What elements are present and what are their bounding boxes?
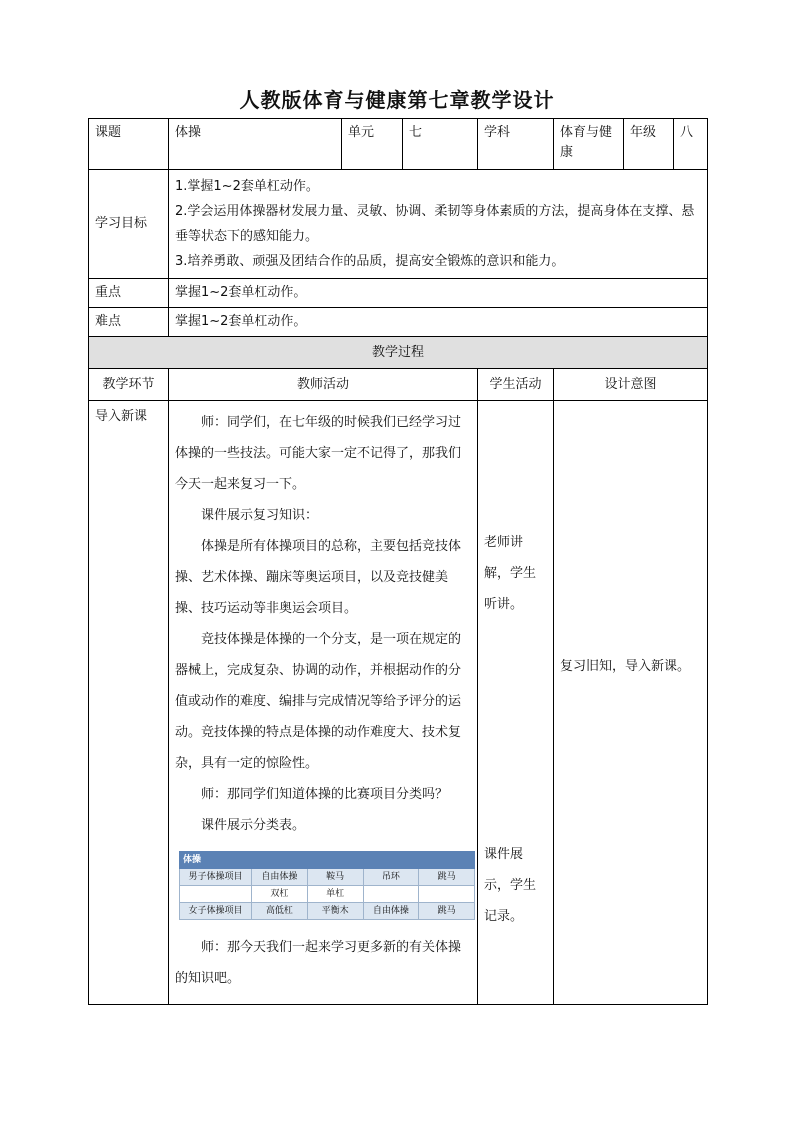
subject-value: 体育与健康 — [554, 119, 624, 170]
classification-cell: 女子体操项目 — [180, 903, 252, 920]
stage-cell — [89, 401, 169, 1005]
page-title: 人教版体育与健康第七章教学设计 — [239, 88, 555, 112]
classification-table — [179, 851, 475, 920]
teacher-activity-cell — [169, 401, 478, 1005]
goals-label: 学习目标 — [89, 170, 169, 279]
teacher-paragraph: 课件展示复习知识： — [201, 508, 319, 523]
classification-cell — [419, 886, 475, 903]
teacher-paragraph: 竞技体操是体操的一个分支，是一项在规定的器械上，完成复杂、协调的动作，并根据动作的分值或动作的难度、编排与完成情况等给予评分的运动。竞技体操的特点是体操的动作难度大、技术复杂，具有一定的惊险性。 — [175, 632, 462, 771]
classification-cell: 自由体操 — [363, 903, 419, 920]
process-header-row — [89, 337, 708, 369]
teacher-paragraph: 师：那今天我们一起来学习更多新的有关体操的知识吧。 — [175, 940, 462, 986]
col-header-stage: 教学环节 — [89, 369, 169, 401]
goal-item: 2.学会运用体操器材发展力量、灵敏、协调、柔韧等身体素质的方法，提高身体在支撑、悬垂等状态下的感知能力。 — [175, 204, 695, 244]
process-columns-row — [89, 369, 708, 401]
goal-item: 3.培养勇敢、顽强及团结合作的品质，提高安全锻炼的意识和能力。 — [175, 254, 565, 269]
unit-value: 七 — [403, 119, 478, 170]
grade-label: 年级 — [624, 119, 674, 170]
classification-cell — [180, 886, 252, 903]
classification-cell: 单杠 — [307, 886, 363, 903]
classification-cell: 平衡木 — [307, 903, 363, 920]
unit-label: 单元 — [342, 119, 403, 170]
classification-cell: 跳马 — [419, 903, 475, 920]
classification-cell: 吊环 — [363, 869, 419, 886]
subject-label: 学科 — [478, 119, 554, 170]
col-header-teacher: 教师活动 — [169, 369, 478, 401]
difficulty-row — [89, 308, 708, 337]
student-activity-cell — [478, 401, 554, 1005]
process-header: 教学过程 — [89, 337, 708, 369]
goals-row — [89, 170, 708, 279]
classification-cell — [363, 886, 419, 903]
classification-cell: 男子体操项目 — [180, 869, 252, 886]
classification-cell: 自由体操 — [252, 869, 308, 886]
design-intent-cell — [554, 401, 708, 1005]
stage-label: 导入新课 — [95, 409, 148, 424]
key-point-label: 重点 — [89, 279, 169, 308]
teacher-paragraph: 课件展示分类表。 — [201, 818, 306, 833]
classification-row — [180, 903, 475, 920]
classification-cell: 跳马 — [419, 869, 475, 886]
teacher-paragraph: 师：同学们，在七年级的时候我们已经学习过体操的一些技法。可能大家一定不记得了，那我们今天一起来复习一下。 — [175, 415, 462, 492]
classification-title: 体操 — [180, 852, 475, 869]
goal-item: 1.掌握1~2套单杠动作。 — [175, 179, 319, 194]
teacher-paragraph: 体操是所有体操项目的总称，主要包括竞技体操、艺术体操、蹦床等奥运项目，以及竞技健美操、技巧运动等非奥运会项目。 — [175, 539, 462, 616]
design-intent: 复习旧知，导入新课。 — [560, 659, 691, 674]
course-value: 体操 — [169, 119, 342, 170]
classification-title-row — [180, 852, 475, 869]
teacher-paragraph: 师：那同学们知道体操的比赛项目分类吗？ — [201, 787, 449, 802]
col-header-intent: 设计意图 — [554, 369, 708, 401]
classification-cell: 鞍马 — [307, 869, 363, 886]
key-point-value: 掌握1~2套单杠动作。 — [169, 279, 708, 308]
classification-row — [180, 869, 475, 886]
col-header-student: 学生活动 — [478, 369, 554, 401]
info-row — [89, 119, 708, 170]
student-activity-1: 老师讲解，学生听讲。 — [484, 535, 537, 612]
difficulty-label: 难点 — [89, 308, 169, 337]
classification-cell: 双杠 — [252, 886, 308, 903]
student-activity-2: 课件展示，学生记录。 — [484, 847, 537, 924]
difficulty-value: 掌握1~2套单杠动作。 — [169, 308, 708, 337]
course-label: 课题 — [89, 119, 169, 170]
key-point-row — [89, 279, 708, 308]
classification-row — [180, 886, 475, 903]
grade-value: 八 — [674, 119, 708, 170]
classification-cell: 高低杠 — [252, 903, 308, 920]
process-content-row — [89, 401, 708, 1005]
lesson-plan-table — [88, 118, 708, 1005]
goals-content — [169, 170, 708, 279]
